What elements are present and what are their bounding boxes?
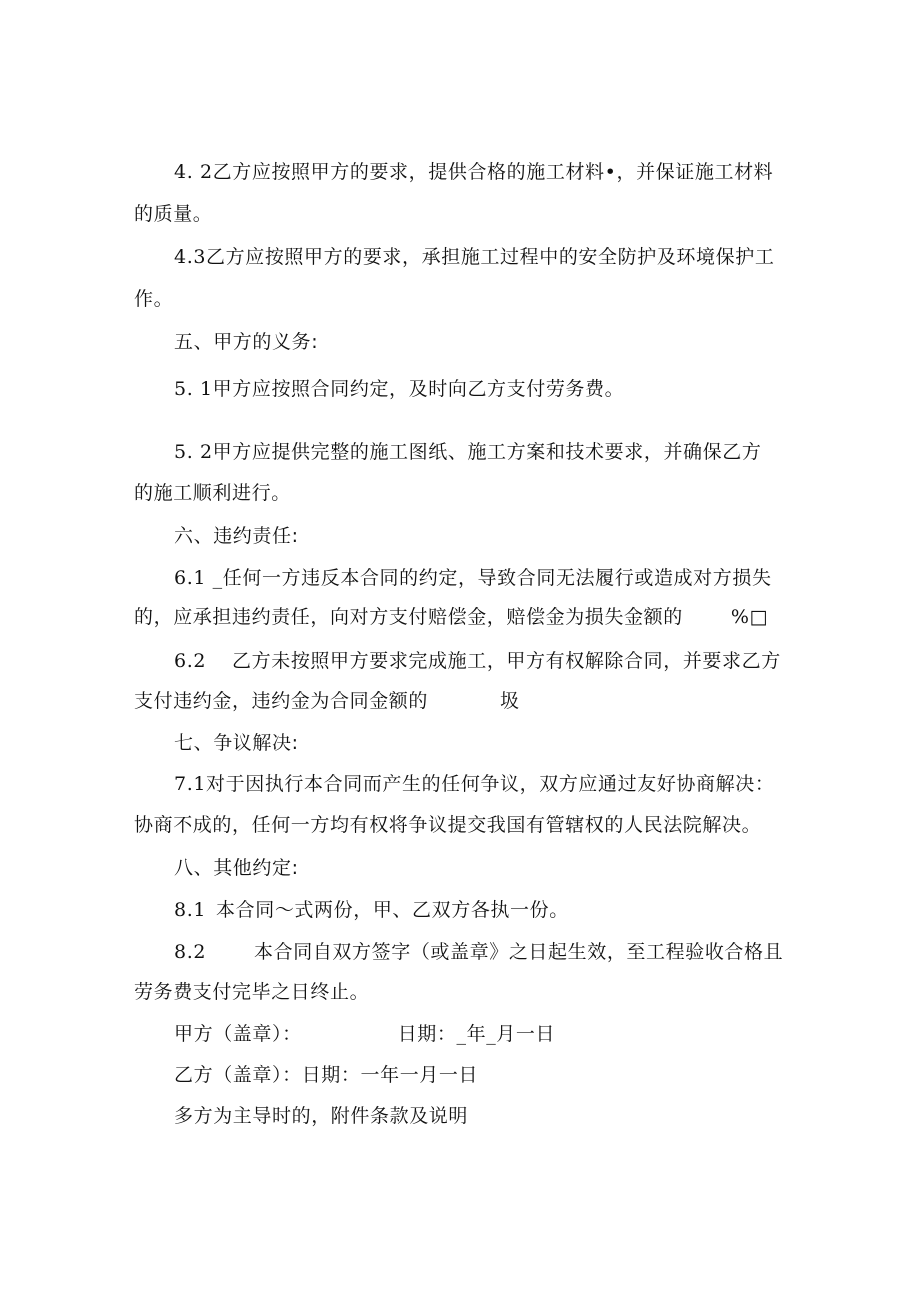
clause-6-2-line-2 [134,689,520,713]
clause-6-1-line-1: 6.1 _任何一方违反本合同的约定，导致合同无法履行或造成对方损失 [174,567,772,589]
clause-5-2-line-1: 5. 2甲方应提供完整的施工图纸、施工方案和技术要求，并确保乙方 [174,441,762,463]
clause-4-3-line-1: 4.3乙方应按照甲方的要求，承担施工过程中的安全防护及环境保护工 [174,246,775,268]
party-a-label: 甲方（盖章）： [174,1023,302,1045]
section-7-heading: 七、争议解决: [174,732,299,754]
party-a-signature-row [174,1022,555,1046]
clause-7-1-line-2: 协商不成的，任何一方均有权将争议提交我国有管辖权的人民法院解决。 [134,814,762,836]
party-b-signature-row [174,1063,478,1087]
clause-6-2-line-2-text: 支付违约金，违约金为合同金额的 [134,690,429,712]
party-b-label: 乙方（盖章）： [174,1064,302,1086]
party-b-date: 日期：一年一月一日 [301,1064,479,1086]
section-8-heading: 八、其他约定: [174,857,299,879]
clause-7-1-line-1: 7.1对于因执行本合同而产生的任何争议，双方应通过友好协商解决： [174,773,775,795]
clause-8-1-text: 本合同〜式两份，甲、乙双方各执一份。 [216,899,569,921]
clause-6-1-percent: %□ [730,606,769,628]
section-6-heading: 六、违约责任: [174,525,299,547]
clause-8-2-line-1 [174,940,783,964]
clause-6-1-line-2 [134,605,768,629]
clause-8-1 [174,898,569,922]
clause-5-2-line-2: 的施工顺利进行。 [134,482,291,504]
clause-8-1-number: 8.1 [174,899,207,921]
footer-note: 多方为主导时的，附件条款及说明 [174,1105,469,1127]
clause-4-2-line-2: 的质量。 [134,203,213,225]
party-a-date: 日期：_年_月一日 [397,1023,556,1045]
clause-8-2-line-2: 劳务费支付完毕之日终止。 [134,981,370,1003]
clause-4-2-line-1: 4. 2乙方应按照甲方的要求，提供合格的施工材料•，并保证施工材料 [174,161,774,183]
clause-8-2-text: 本合同自双方签字（或盖章》之日起生效，至工程验收合格且 [254,941,784,963]
clause-6-2-blank-mark: 圾 [500,690,520,712]
clause-6-2-number: 6.2 [174,650,207,672]
clause-4-3-line-2: 作。 [134,288,174,310]
section-5-heading: 五、甲方的义务: [174,331,319,353]
clause-6-2-line-1 [174,649,781,673]
clause-5-1: 5. 1甲方应按照合同约定，及时向乙方支付劳务费。 [174,378,625,400]
clause-6-1-line-2-text: 的，应承担违约责任，向对方支付赔偿金，赔偿金为损失金额的 [134,606,683,628]
clause-6-2-text: 乙方未按照甲方要求完成施工，甲方有权解除合同，并要求乙方 [232,650,781,672]
clause-8-2-number: 8.2 [174,941,207,963]
